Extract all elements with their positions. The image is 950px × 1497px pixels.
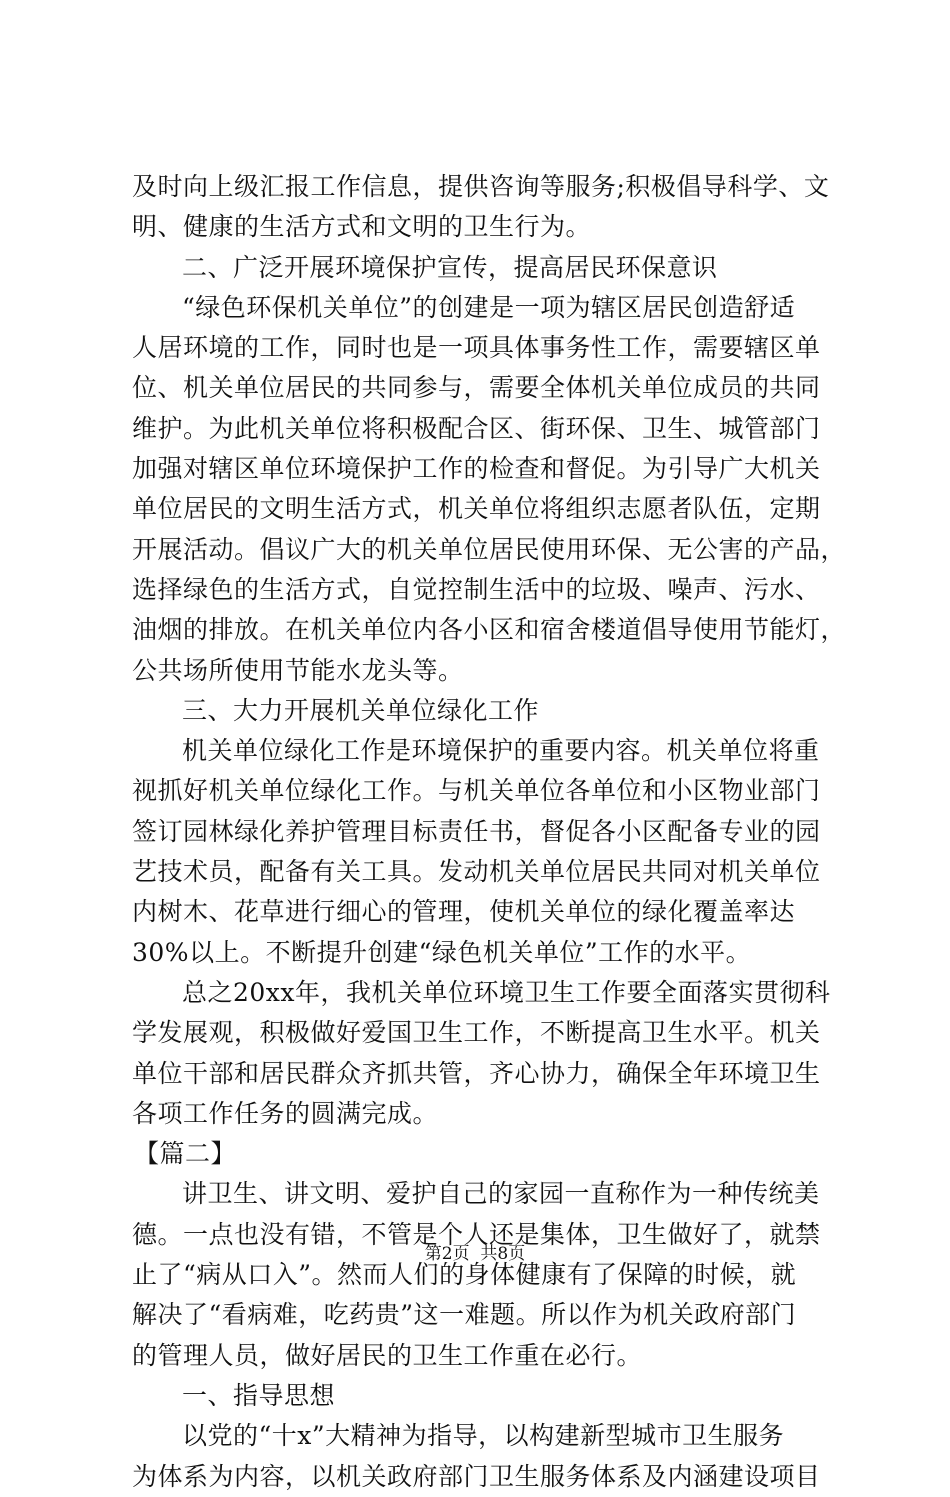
text-line: 以党的“十x”大精神为指导，以构建新型城市卫生服务 <box>182 1421 785 1451</box>
text-line: 签订园林绿化养护管理目标责任书，督促各小区配备专业的园 <box>132 816 821 846</box>
text-line: 视抓好机关单位绿化工作。与机关单位各单位和小区物业部门 <box>132 776 821 806</box>
text-line: 选择绿色的生活方式，自觉控制生活中的垃圾、噪声、污水、 <box>132 574 821 604</box>
text-line: 讲卫生、讲文明、爱护自己的家园一直称作为一种传统美 <box>182 1179 820 1209</box>
document-body <box>132 167 847 1497</box>
text-line: 为体系为内容，以机关政府部门卫生服务体系及内涵建设项目 <box>132 1461 821 1491</box>
text-line: 内树木、花草进行细心的管理，使机关单位的绿化覆盖率达 <box>132 897 796 927</box>
text-line: 二、广泛开展环境保护宣传，提高居民环保意识 <box>182 252 718 282</box>
text-line: 开展活动。倡议广大的机关单位居民使用环保、无公害的产品， <box>132 534 847 564</box>
text-line: 及时向上级汇报工作信息，提供咨询等服务;积极倡导科学、文 <box>132 172 830 201</box>
text-line: 人居环境的工作，同时也是一项具体事务性工作，需要辖区单 <box>132 333 821 363</box>
section-heading: 【篇二】 <box>134 1139 237 1169</box>
text-line: 维护。为此机关单位将积极配合区、街环保、卫生、城管部门 <box>132 413 821 443</box>
text-line: 止了“病从口入”。然而人们的身体健康有了保障的时候，就 <box>132 1260 797 1290</box>
text-line: 总之20xx年，我机关单位环境卫生工作要全面落实贯彻科 <box>182 977 831 1007</box>
text-line: 30%以上。不断提升创建“绿色机关单位”工作的水平。 <box>132 937 752 967</box>
text-line: 一、指导思想 <box>182 1380 336 1410</box>
text-line: 油烟的排放。在机关单位内各小区和宿舍楼道倡导使用节能灯， <box>132 615 847 645</box>
text-line: 明、健康的生活方式和文明的卫生行为。 <box>132 212 592 242</box>
text-line: 单位居民的文明生活方式，机关单位将组织志愿者队伍，定期 <box>132 494 821 524</box>
text-line: “绿色环保机关单位”的创建是一项为辖区居民创造舒适 <box>182 292 796 322</box>
text-line: 三、大力开展机关单位绿化工作 <box>182 695 540 725</box>
text-line: 各项工作任务的圆满完成。 <box>132 1098 439 1128</box>
text-line: 位、机关单位居民的共同参与，需要全体机关单位成员的共同 <box>132 373 821 403</box>
page-footer: 第2页 共8页 <box>424 1244 526 1264</box>
text-line: 机关单位绿化工作是环境保护的重要内容。机关单位将重 <box>182 736 820 766</box>
text-line: 解决了“看病难，吃药贵”这一难题。所以作为机关政府部门 <box>132 1300 797 1330</box>
text-line: 单位干部和居民群众齐抓共管，齐心协力，确保全年环境卫生 <box>132 1058 821 1088</box>
text-line: 德。一点也没有错，不管是个人还是集体，卫生做好了，就禁 <box>132 1219 821 1249</box>
text-line: 的管理人员，做好居民的卫生工作重在必行。 <box>132 1340 643 1370</box>
text-line: 学发展观，积极做好爱国卫生工作，不断提高卫生水平。机关 <box>132 1018 821 1048</box>
text-line: 加强对辖区单位环境保护工作的检查和督促。为引导广大机关 <box>132 454 821 484</box>
text-line: 公共场所使用节能水龙头等。 <box>132 655 464 685</box>
text-line: 艺技术员，配备有关工具。发动机关单位居民共同对机关单位 <box>132 857 821 887</box>
